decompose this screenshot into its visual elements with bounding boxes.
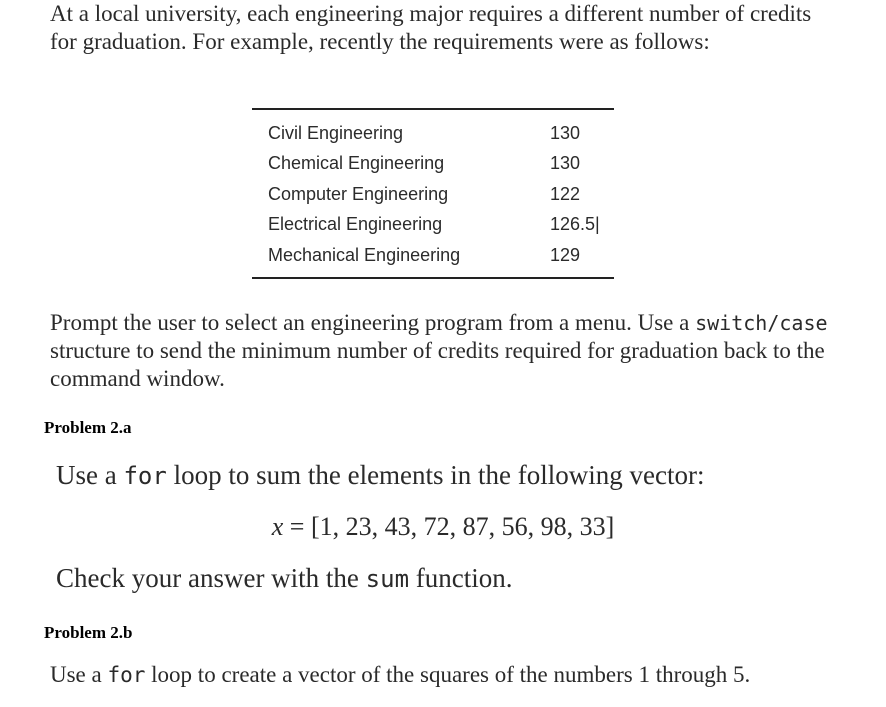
text-segment: Use a [50,662,108,687]
problem-2a-check [56,563,513,594]
prompt-text-after: structure to send the minimum number of credits required for graduation back to the command window. [50,338,825,391]
text-segment: loop to sum the elements in the following vector: [166,460,705,490]
code-segment: for [107,663,146,687]
vector-equation [0,512,886,542]
intro-paragraph: At a local university, each engineering major requires a different number of credits for graduation. For example, recently the requirements were as follows: [50,1,812,54]
major-cell: Computer Engineering [268,183,449,204]
text-segment: Use a [56,460,124,490]
credits-cell: 129 [550,244,581,265]
text-segment: function. [409,563,513,593]
table-row [252,149,614,180]
code-segment: sum [365,565,410,593]
prompt-code: switch/case [695,311,828,335]
credits-cell: 130 [550,122,581,143]
credits-cell: 122 [550,183,581,204]
major-cell: Civil Engineering [268,122,404,143]
credits-cell: 126.5| [550,214,600,235]
table-row [252,240,614,271]
prompt-paragraph [50,309,830,393]
code-segment: for [123,462,167,490]
credits-cell: 130 [550,153,581,174]
problem-2b-heading: Problem 2.b [44,623,133,642]
problem-2b-instruction [50,662,750,688]
vector-values: = [1, 23, 43, 72, 87, 56, 98, 33] [283,512,615,541]
text-segment: Check your answer with the [56,563,366,593]
table-row [252,210,614,241]
vector-variable: x [271,512,284,541]
prompt-text-before: Prompt the user to select an engineering program from a menu. Use a [50,310,696,335]
credits-table [252,108,614,279]
table-row [252,179,614,210]
problem-2a-heading: Problem 2.a [44,418,132,437]
major-cell: Mechanical Engineering [268,244,461,265]
major-cell: Electrical Engineering [268,214,443,235]
problem-2a-instruction [56,460,705,491]
major-cell: Chemical Engineering [268,153,445,174]
text-segment: loop to create a vector of the squares of the numbers 1 through 5. [145,662,751,687]
table-row [252,118,614,149]
